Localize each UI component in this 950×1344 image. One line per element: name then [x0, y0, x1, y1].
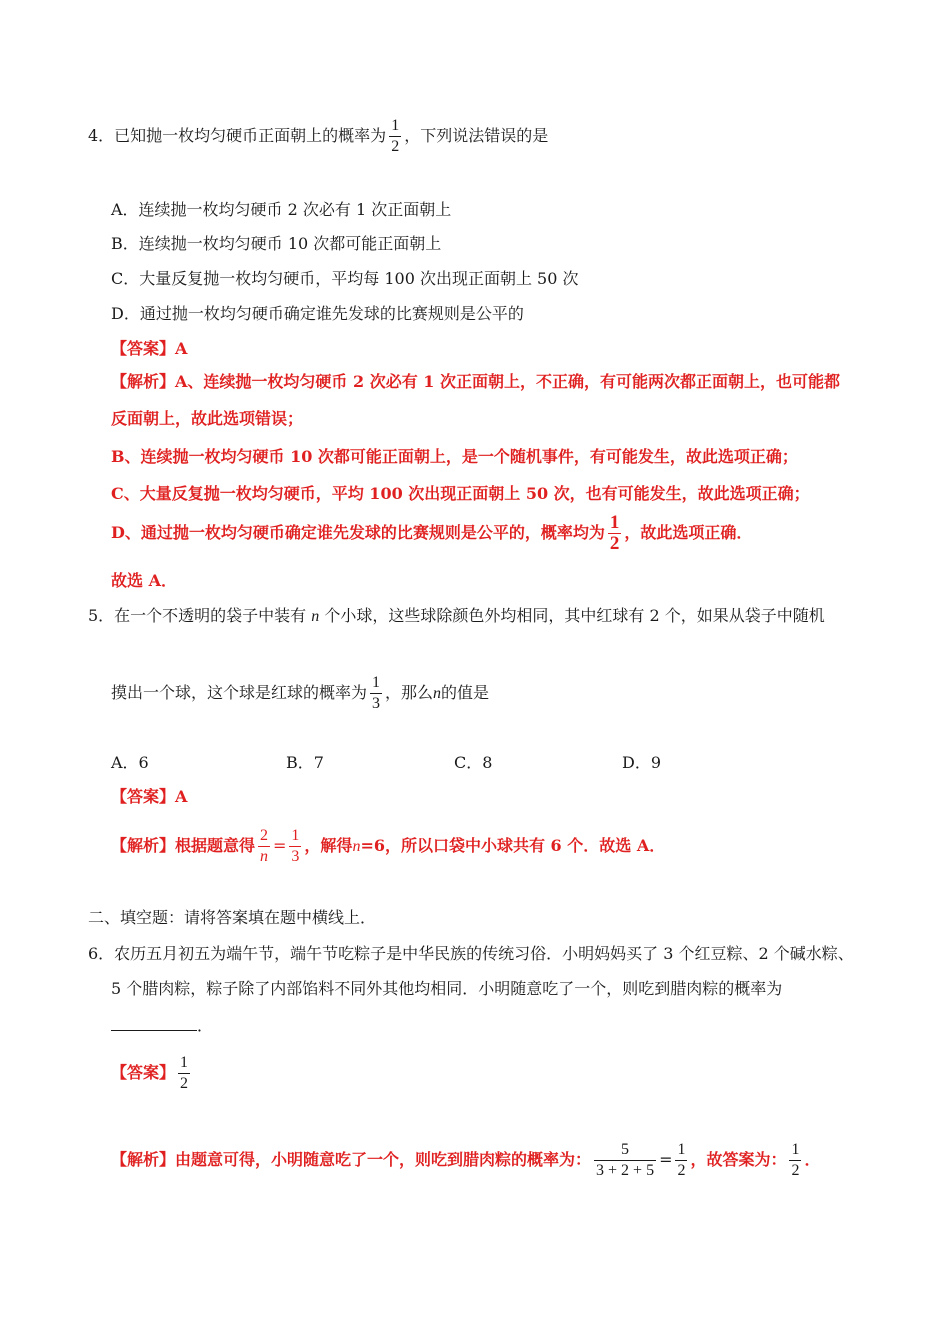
- q5-analysis-pre: 【解析】根据题意得: [111, 836, 256, 855]
- q6-analysis: [111, 1140, 821, 1181]
- q4-analysis-a-line1: 【解析】A、连续抛一枚均匀硬币 2 次必有 1 次正面朝上，不正确，有可能两次都正面朝上，也可能都: [111, 372, 840, 391]
- q5-stem1-pre: 5．在一个不透明的袋子中装有: [88, 606, 307, 625]
- q5-answer: 【答案】A: [111, 787, 188, 806]
- q5-stem2-mid: ，那么: [385, 683, 434, 702]
- q4-option-a: A．连续抛一枚均匀硬币 2 次必有 1 次正面朝上: [111, 200, 452, 219]
- q5-analysis-solution: =6，所以口袋中小球共有 6 个．故选 A．: [360, 836, 666, 855]
- q4-analysis-d: [111, 513, 752, 554]
- q6-analysis-fraction-2: $\frac{1}{2}$: [677, 1141, 686, 1179]
- q5-stem2-pre: 摸出一个球，这个球是红球的概率为: [111, 683, 368, 702]
- q4-option-d: D．通过抛一枚均匀硬币确定谁先发球的比赛规则是公平的: [111, 304, 524, 323]
- q6-analysis-fraction-1: $\frac{5}{3 + 2 + 5}$: [596, 1141, 655, 1179]
- q5-option-c: C．8: [454, 753, 493, 772]
- q5-analysis-var-n: n: [352, 838, 361, 855]
- q5-var-n: n: [311, 608, 320, 625]
- q4-analysis-c: C、大量反复抛一枚均匀硬币，平均 100 次出现正面朝上 50 次，也有可能发生，故此选项正确；: [111, 484, 810, 503]
- q5-stem-line1: [88, 606, 825, 627]
- q5-analysis-eq: =: [273, 836, 287, 855]
- q4-stem-fraction: $\frac{1}{2}$: [391, 117, 400, 155]
- q6-analysis-pre: 【解析】由题意可得，小明随意吃了一个，则吃到腊肉粽的概率为：: [111, 1150, 592, 1169]
- q6-answer-blank[interactable]: [111, 1016, 197, 1031]
- q4-analysis-a-line2: 反面朝上，故此选项错误；: [111, 409, 304, 428]
- q4-option-c: C．大量反复抛一枚均匀硬币，平均每 100 次出现正面朝上 50 次: [111, 269, 579, 288]
- q6-stem-line1: 6．农历五月初五为端午节，端午节吃粽子是中华民族的传统习俗．小明妈妈买了 3 个红豆粽、2 个碱水粽、: [88, 944, 854, 963]
- q5-analysis-fraction-2: $\frac{1}{3}$: [291, 827, 300, 865]
- q6-answer: [111, 1053, 193, 1094]
- q5-analysis: [111, 826, 665, 867]
- q5-stem-fraction: $\frac{1}{3}$: [372, 674, 381, 712]
- q4-analysis-d-pre: D、通过抛一枚均匀硬币确定谁先发球的比赛规则是公平的，概率均为: [111, 523, 605, 542]
- q5-option-b: B．7: [286, 753, 324, 772]
- q4-conclusion: 故选 A．: [111, 571, 177, 590]
- q6-analysis-fraction-3: $\frac{1}{2}$: [791, 1141, 800, 1179]
- q5-option-d: D．9: [622, 753, 662, 772]
- q4-stem: [88, 116, 548, 157]
- q6-stem-line3: [111, 1016, 213, 1036]
- q6-analysis-eq: =: [659, 1150, 673, 1169]
- q5-stem-line2: [111, 673, 489, 714]
- q6-stem-line2: 5 个腊肉粽，粽子除了内部馅料不同外其他均相同．小明随意吃了一个，则吃到腊肉粽的概率为: [111, 979, 783, 998]
- q5-var-n-2: n: [433, 685, 442, 702]
- q5-analysis-mid: ，解得: [304, 836, 353, 855]
- q6-analysis-end: ．: [804, 1150, 821, 1169]
- q5-analysis-fraction-1: $\frac{2}{n}$: [260, 827, 269, 865]
- q4-analysis-b: B、连续抛一枚均匀硬币 10 次都可能正面朝上，是一个随机事件，有可能发生，故此选项正确；: [111, 447, 798, 466]
- q4-option-b: B．连续抛一枚均匀硬币 10 次都可能正面朝上: [111, 234, 442, 253]
- q6-answer-fraction: $\frac{1}{2}$: [180, 1054, 189, 1092]
- q4-analysis-d-fraction: $\frac{1}{2}$: [609, 512, 620, 554]
- q6-answer-label: 【答案】: [111, 1063, 176, 1082]
- section-2-heading: 二、填空题：请将答案填在题中横线上．: [88, 908, 377, 927]
- q4-stem-post: ，下列说法错误的是: [404, 126, 549, 145]
- q4-answer: 【答案】A: [111, 339, 188, 358]
- q5-stem2-post: 的值是: [441, 683, 490, 702]
- q4-stem-pre: 4．已知抛一枚均匀硬币正面朝上的概率为: [88, 126, 387, 145]
- q6-stem3-post: ．: [197, 1016, 214, 1035]
- q4-analysis-d-post: ，故此选项正确．: [624, 523, 753, 542]
- q5-stem1-post: 个小球，这些球除颜色外均相同，其中红球有 2 个，如果从袋子中随机: [324, 606, 825, 625]
- q5-option-a: A．6: [111, 753, 149, 772]
- q6-analysis-mid: ，故答案为：: [690, 1150, 787, 1169]
